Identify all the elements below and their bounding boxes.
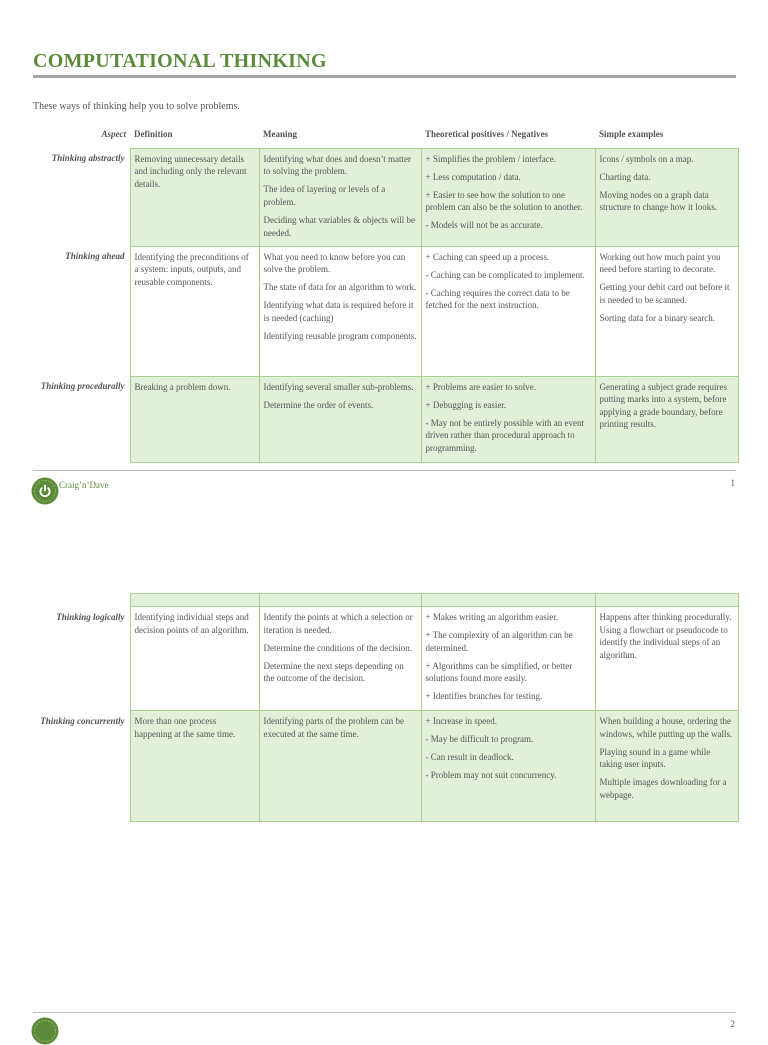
meaning-cell bbox=[259, 607, 421, 711]
examples-cell bbox=[595, 711, 738, 822]
positives-cell bbox=[421, 148, 595, 246]
positives-text: - Problem may not suit concurrency. bbox=[425, 770, 557, 781]
positives-text: + Simplifies the problem / interface. bbox=[425, 153, 557, 164]
examples-text: Playing sound in a game while taking user inputs. bbox=[599, 746, 711, 770]
definition-cell bbox=[130, 376, 259, 462]
positives-text: + Algorithms can be simplified, or better solutions found more easily. bbox=[425, 660, 573, 684]
footer-brand: Craig’n’Dave bbox=[59, 480, 109, 490]
meaning-text: What you need to know before you can solve the problem. bbox=[263, 251, 406, 275]
aspect-label: Thinking ahead bbox=[65, 251, 125, 262]
positives-cell bbox=[421, 607, 595, 711]
footer-divider bbox=[33, 470, 736, 471]
meaning-cell bbox=[259, 711, 421, 822]
definition-cell bbox=[130, 148, 259, 246]
header-positives: Theoretical positives / Negatives bbox=[425, 129, 549, 139]
craig-n-dave-logo-icon bbox=[31, 477, 59, 505]
aspect-label: Thinking abstractly bbox=[51, 153, 125, 164]
examples-text: Happens after thinking procedurally. Using a flowchart or pseudocode to identify the individual steps of an algorithm. bbox=[599, 612, 732, 660]
examples-text: Charting data. bbox=[599, 171, 651, 182]
examples-cell bbox=[595, 376, 738, 462]
definition-text: Removing unnecessary details and including only the relevant details. bbox=[134, 153, 247, 189]
examples-cell bbox=[595, 148, 738, 246]
positives-cell bbox=[421, 711, 595, 822]
meaning-text: Identifying several smaller sub-problems. bbox=[263, 381, 414, 392]
definition-cell bbox=[130, 607, 259, 711]
meaning-text: Deciding what variables & objects will be needed. bbox=[263, 214, 415, 238]
aspect-label: Thinking procedurally bbox=[40, 381, 125, 392]
page-number: 1 bbox=[730, 478, 735, 488]
positives-text: + Easier to see how the solution to one problem can also be the solution to another. bbox=[425, 189, 583, 213]
positives-text: + Less computation / data. bbox=[425, 171, 521, 182]
meaning-cell bbox=[259, 148, 421, 246]
examples-text: Icons / symbols on a map. bbox=[599, 153, 694, 164]
aspect-label: Thinking concurrently bbox=[40, 715, 125, 726]
header-examples: Simple examples bbox=[599, 129, 664, 139]
intro-text: These ways of thinking help you to solve problems. bbox=[33, 101, 240, 112]
examples-text: Multiple images downloading for a webpage. bbox=[599, 777, 727, 800]
meaning-text: Determine the conditions of the decision. bbox=[263, 642, 412, 653]
thinking-table-page-2 bbox=[31, 593, 739, 822]
table-row bbox=[31, 148, 738, 246]
page-number-2: 2 bbox=[730, 1019, 735, 1029]
title-divider bbox=[33, 75, 736, 78]
positives-cell bbox=[421, 376, 595, 462]
meaning-text: Identifying reusable program components. bbox=[263, 331, 417, 342]
positives-text: + Debugging is easier. bbox=[425, 399, 507, 410]
meaning-text: Determine the order of events. bbox=[263, 399, 374, 410]
positives-text: - May be difficult to program. bbox=[425, 734, 534, 745]
definition-cell bbox=[130, 246, 259, 376]
examples-cell bbox=[595, 246, 738, 376]
aspect-label: Thinking logically bbox=[56, 611, 125, 622]
meaning-text: Identifying parts of the problem can be executed at the same time. bbox=[263, 716, 404, 739]
meaning-cell bbox=[259, 246, 421, 376]
table-header-row bbox=[31, 124, 738, 148]
positives-text: + Caching can speed up a process. bbox=[425, 251, 550, 262]
examples-cell bbox=[595, 607, 738, 711]
positives-text: + Makes writing an algorithm easier. bbox=[425, 612, 559, 622]
meaning-text: Identifying what data is required before it is needed (caching) bbox=[263, 300, 414, 323]
craig-n-dave-logo-icon-2 bbox=[31, 1017, 59, 1045]
header-meaning: Meaning bbox=[263, 129, 298, 139]
positives-cell bbox=[421, 246, 595, 376]
header-aspect: Aspect bbox=[101, 129, 126, 139]
positives-text: - Models will not be as accurate. bbox=[425, 220, 543, 231]
positives-text: - Caching can be complicated to implement. bbox=[425, 269, 585, 280]
table-row bbox=[31, 376, 738, 462]
positives-text: - Caching requires the correct data to be fetched for the next instruction. bbox=[425, 287, 570, 311]
positives-text: + The complexity of an algorithm can be determined. bbox=[425, 630, 573, 653]
positives-text: - Can result in deadlock. bbox=[425, 752, 514, 763]
definition-text: Breaking a problem down. bbox=[134, 381, 231, 392]
table-row bbox=[31, 246, 738, 376]
positives-text: - May not be entirely possible with an event driven rather than procedural approach to programming. bbox=[425, 417, 584, 453]
examples-text: Generating a subject grade requires putting marks into a system, before applying a grade boundary, before printing results. bbox=[599, 381, 727, 430]
examples-text: Working out how much paint you need before starting to decorate. bbox=[599, 251, 721, 275]
meaning-text: The state of data for an algorithm to work. bbox=[263, 282, 417, 293]
meaning-text: The idea of layering or levels of a problem. bbox=[263, 184, 386, 207]
header-definition: Definition bbox=[134, 129, 173, 139]
thinking-table-page-1 bbox=[31, 124, 739, 463]
table-row bbox=[31, 607, 738, 711]
page-title: COMPUTATIONAL THINKING bbox=[33, 50, 327, 72]
examples-text: When building a house, ordering the windows, while putting up the walls. bbox=[599, 716, 733, 739]
meaning-cell bbox=[259, 376, 421, 462]
meaning-text: Identifying what does and doesn’t matter to solving the problem. bbox=[263, 153, 412, 177]
continued-header-row bbox=[31, 594, 738, 607]
examples-text: Moving nodes on a graph data structure to change how it looks. bbox=[599, 189, 717, 213]
meaning-text: Identify the points at which a selection or iteration is needed. bbox=[263, 612, 413, 635]
definition-text: Identifying the preconditions of a system: inputs, outputs, and reusable components. bbox=[134, 251, 249, 287]
positives-text: + Problems are easier to solve. bbox=[425, 381, 537, 392]
examples-text: Sorting data for a binary search. bbox=[599, 312, 715, 323]
footer-divider-2 bbox=[33, 1012, 736, 1013]
positives-text: + Identifies branches for testing. bbox=[425, 691, 543, 702]
examples-text: Getting your debit card out before it is needed to be scanned. bbox=[599, 282, 730, 305]
definition-cell bbox=[130, 711, 259, 822]
definition-text: More than one process happening at the same time. bbox=[134, 716, 236, 739]
definition-text: Identifying individual steps and decision points of an algorithm. bbox=[134, 612, 249, 635]
positives-text: + Increase in speed. bbox=[425, 716, 498, 726]
table-row bbox=[31, 711, 738, 822]
meaning-text: Determine the next steps depending on the outcome of the decision. bbox=[263, 660, 404, 684]
